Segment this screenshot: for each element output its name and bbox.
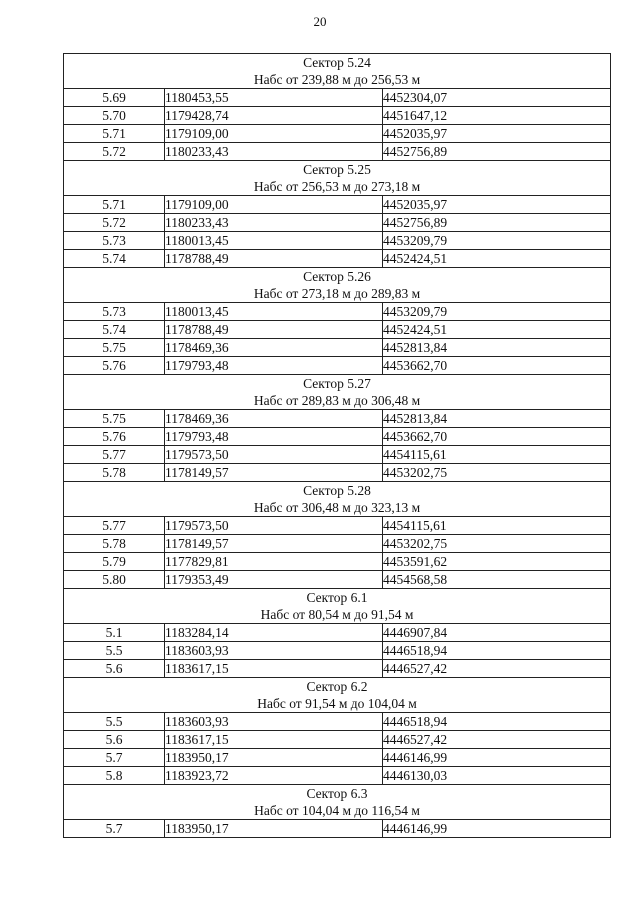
sector-header-row (64, 589, 611, 624)
y-coordinate-cell: 4446518,94 (383, 713, 611, 731)
table-row (64, 214, 611, 232)
x-coordinate-cell: 1178469,36 (165, 339, 383, 357)
sector-height-range: Набс от 80,54 м до 91,54 м (260, 607, 414, 622)
sector-title: Сектор 5.27 (303, 376, 371, 391)
y-coordinate-cell: 4452756,89 (383, 214, 611, 232)
y-coordinate-cell: 4446518,94 (383, 642, 611, 660)
x-coordinate-cell: 1183617,15 (165, 731, 383, 749)
sector-header (64, 482, 611, 517)
x-coordinate-cell: 1180233,43 (165, 143, 383, 161)
table-row (64, 517, 611, 535)
point-id-cell: 5.78 (64, 464, 165, 482)
y-coordinate-cell: 4454568,58 (383, 571, 611, 589)
y-coordinate-cell: 4446527,42 (383, 731, 611, 749)
y-coordinate-cell: 4446146,99 (383, 749, 611, 767)
y-coordinate-cell: 4452304,07 (383, 89, 611, 107)
sector-height-range: Набс от 104,04 м до 116,54 м (254, 803, 420, 818)
x-coordinate-cell: 1183923,72 (165, 767, 383, 785)
x-coordinate-cell: 1183284,14 (165, 624, 383, 642)
table-row (64, 464, 611, 482)
sector-header (64, 589, 611, 624)
sector-header-row (64, 678, 611, 713)
y-coordinate-cell: 4452813,84 (383, 339, 611, 357)
table-row (64, 767, 611, 785)
x-coordinate-cell: 1179353,49 (165, 571, 383, 589)
x-coordinate-cell: 1183617,15 (165, 660, 383, 678)
sector-height-range: Набс от 256,53 м до 273,18 м (253, 179, 421, 194)
x-coordinate-cell: 1179793,48 (165, 428, 383, 446)
table-row (64, 642, 611, 660)
x-coordinate-cell: 1180453,55 (165, 89, 383, 107)
y-coordinate-cell: 4452813,84 (383, 410, 611, 428)
table-row (64, 339, 611, 357)
x-coordinate-cell: 1178149,57 (165, 535, 383, 553)
sector-height-range: Набс от 273,18 м до 289,83 м (253, 286, 421, 301)
x-coordinate-cell: 1178149,57 (165, 464, 383, 482)
x-coordinate-cell: 1177829,81 (165, 553, 383, 571)
point-id-cell: 5.69 (64, 89, 165, 107)
table-row (64, 553, 611, 571)
sector-height-range: Набс от 239,88 м до 256,53 м (253, 72, 421, 87)
sector-title: Сектор 5.25 (303, 162, 371, 177)
x-coordinate-cell: 1180013,45 (165, 303, 383, 321)
table-row (64, 250, 611, 268)
table-row (64, 428, 611, 446)
sector-header-row (64, 161, 611, 196)
y-coordinate-cell: 4453209,79 (383, 303, 611, 321)
sector-header (64, 54, 611, 89)
table-row (64, 571, 611, 589)
y-coordinate-cell: 4446907,84 (383, 624, 611, 642)
point-id-cell: 5.76 (64, 428, 165, 446)
sector-height-range: Набс от 91,54 м до 104,04 м (257, 696, 417, 711)
x-coordinate-cell: 1183603,93 (165, 713, 383, 731)
x-coordinate-cell: 1179428,74 (165, 107, 383, 125)
coordinates-table-body (64, 54, 611, 838)
point-id-cell: 5.70 (64, 107, 165, 125)
y-coordinate-cell: 4452424,51 (383, 321, 611, 339)
y-coordinate-cell: 4453591,62 (383, 553, 611, 571)
table-row (64, 107, 611, 125)
sector-header-row (64, 375, 611, 410)
sector-title: Сектор 5.24 (303, 55, 371, 70)
point-id-cell: 5.6 (64, 660, 165, 678)
page-number: 20 (313, 14, 327, 29)
y-coordinate-cell: 4446146,99 (383, 820, 611, 838)
sector-height-range: Набс от 289,83 м до 306,48 м (253, 393, 421, 408)
x-coordinate-cell: 1183603,93 (165, 642, 383, 660)
sector-header (64, 678, 611, 713)
point-id-cell: 5.77 (64, 517, 165, 535)
table-row (64, 89, 611, 107)
x-coordinate-cell: 1183950,17 (165, 820, 383, 838)
y-coordinate-cell: 4452756,89 (383, 143, 611, 161)
point-id-cell: 5.7 (64, 749, 165, 767)
point-id-cell: 5.5 (64, 642, 165, 660)
sector-title: Сектор 6.3 (306, 786, 368, 801)
table-row (64, 410, 611, 428)
sector-header (64, 268, 611, 303)
point-id-cell: 5.74 (64, 250, 165, 268)
point-id-cell: 5.78 (64, 535, 165, 553)
table-row (64, 713, 611, 731)
x-coordinate-cell: 1179573,50 (165, 446, 383, 464)
point-id-cell: 5.73 (64, 232, 165, 250)
y-coordinate-cell: 4451647,12 (383, 107, 611, 125)
point-id-cell: 5.71 (64, 196, 165, 214)
table-row (64, 125, 611, 143)
coordinates-table (63, 53, 611, 838)
table-row (64, 624, 611, 642)
x-coordinate-cell: 1179109,00 (165, 125, 383, 143)
point-id-cell: 5.73 (64, 303, 165, 321)
point-id-cell: 5.72 (64, 214, 165, 232)
sector-header-row (64, 482, 611, 517)
x-coordinate-cell: 1180233,43 (165, 214, 383, 232)
point-id-cell: 5.75 (64, 339, 165, 357)
table-row (64, 446, 611, 464)
sector-height-range: Набс от 306,48 м до 323,13 м (253, 500, 421, 515)
point-id-cell: 5.1 (64, 624, 165, 642)
x-coordinate-cell: 1179109,00 (165, 196, 383, 214)
table-row (64, 731, 611, 749)
sector-header-row (64, 785, 611, 820)
point-id-cell: 5.8 (64, 767, 165, 785)
y-coordinate-cell: 4452424,51 (383, 250, 611, 268)
y-coordinate-cell: 4454115,61 (383, 446, 611, 464)
point-id-cell: 5.77 (64, 446, 165, 464)
sector-header (64, 161, 611, 196)
table-row (64, 321, 611, 339)
point-id-cell: 5.76 (64, 357, 165, 375)
y-coordinate-cell: 4453662,70 (383, 428, 611, 446)
y-coordinate-cell: 4453202,75 (383, 464, 611, 482)
y-coordinate-cell: 4446527,42 (383, 660, 611, 678)
point-id-cell: 5.74 (64, 321, 165, 339)
table-row (64, 196, 611, 214)
x-coordinate-cell: 1178788,49 (165, 250, 383, 268)
sector-title: Сектор 6.1 (306, 590, 368, 605)
point-id-cell: 5.80 (64, 571, 165, 589)
point-id-cell: 5.79 (64, 553, 165, 571)
x-coordinate-cell: 1179573,50 (165, 517, 383, 535)
x-coordinate-cell: 1179793,48 (165, 357, 383, 375)
table-row (64, 820, 611, 838)
sector-header-row (64, 54, 611, 89)
sector-title: Сектор 5.26 (303, 269, 371, 284)
y-coordinate-cell: 4454115,61 (383, 517, 611, 535)
x-coordinate-cell: 1180013,45 (165, 232, 383, 250)
table-row (64, 749, 611, 767)
table-row (64, 143, 611, 161)
y-coordinate-cell: 4452035,97 (383, 125, 611, 143)
point-id-cell: 5.5 (64, 713, 165, 731)
y-coordinate-cell: 4453202,75 (383, 535, 611, 553)
sector-header (64, 785, 611, 820)
x-coordinate-cell: 1178788,49 (165, 321, 383, 339)
y-coordinate-cell: 4446130,03 (383, 767, 611, 785)
point-id-cell: 5.75 (64, 410, 165, 428)
y-coordinate-cell: 4453209,79 (383, 232, 611, 250)
x-coordinate-cell: 1178469,36 (165, 410, 383, 428)
table-row (64, 660, 611, 678)
point-id-cell: 5.71 (64, 125, 165, 143)
sector-header-row (64, 268, 611, 303)
table-row (64, 535, 611, 553)
point-id-cell: 5.6 (64, 731, 165, 749)
table-row (64, 303, 611, 321)
sector-title: Сектор 6.2 (306, 679, 368, 694)
point-id-cell: 5.7 (64, 820, 165, 838)
table-row (64, 232, 611, 250)
y-coordinate-cell: 4452035,97 (383, 196, 611, 214)
table-row (64, 357, 611, 375)
x-coordinate-cell: 1183950,17 (165, 749, 383, 767)
y-coordinate-cell: 4453662,70 (383, 357, 611, 375)
sector-header (64, 375, 611, 410)
sector-title: Сектор 5.28 (303, 483, 371, 498)
point-id-cell: 5.72 (64, 143, 165, 161)
